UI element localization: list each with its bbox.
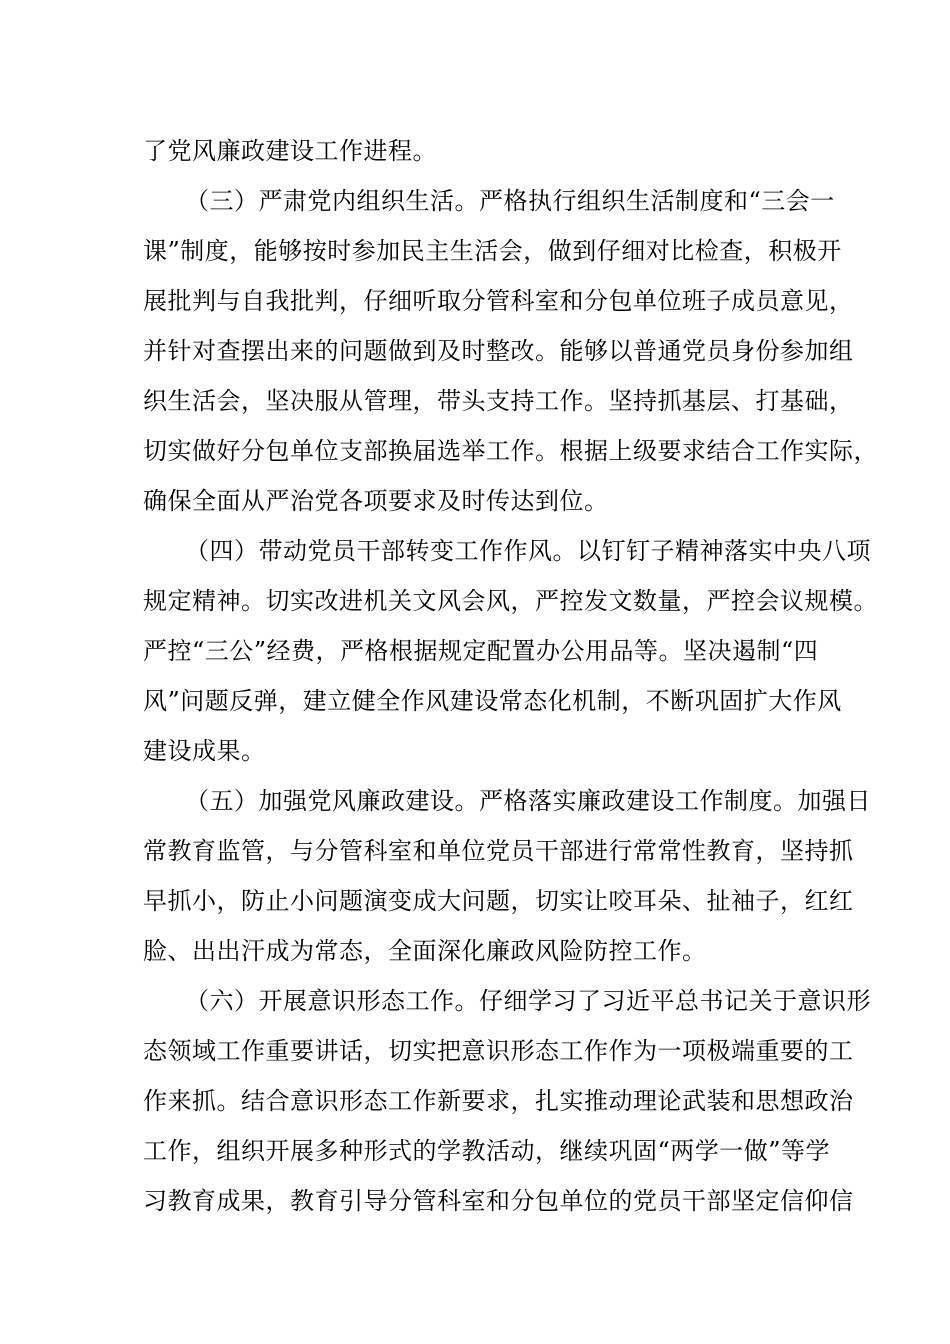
text-line: （六）开展意识形态工作。仔细学习了习近平总书记关于意识形: [185, 987, 871, 1015]
text-line: （三）严肃党内组织生活。严格执行组织生活制度和“三会一: [185, 187, 835, 215]
text-line: 脸、出出汗成为常态，全面深化廉政风险防控工作。: [143, 937, 707, 965]
text-line: 课”制度，能够按时参加民主生活会，做到仔细对比检查，积极开: [143, 237, 842, 265]
text-line: （五）加强党风廉政建设。严格落实廉政建设工作制度。加强日: [185, 787, 871, 815]
text-line: 展批判与自我批判，仔细听取分管科室和分包单位班子成员意见，: [143, 287, 854, 315]
text-line: 确保全面从严治党各项要求及时传达到位。: [143, 487, 609, 515]
text-line: 并针对查摆出来的问题做到及时整改。能够以普通党员身份参加组: [143, 337, 854, 365]
text-line: 了党风廉政建设工作进程。: [143, 137, 437, 165]
text-line: 织生活会，坚决服从管理，带头支持工作。坚持抓基层、打基础，: [143, 387, 854, 415]
text-line: 态领域工作重要讲话，切实把意识形态工作作为一项极端重要的工: [143, 1037, 854, 1065]
text-line: 作来抓。结合意识形态工作新要求，扎实推动理论武装和思想政治: [143, 1087, 854, 1115]
text-line: 切实做好分包单位支部换届选举工作。根据上级要求结合工作实际，: [143, 437, 878, 465]
text-line: （四）带动党员干部转变工作作风。以钉钉子精神落实中央八项: [185, 537, 871, 565]
text-line: 常教育监管，与分管科室和单位党员干部进行常常性教育，坚持抓: [143, 837, 854, 865]
text-line: 风”问题反弹，建立健全作风建设常态化机制，不断巩固扩大作风: [143, 687, 842, 715]
text-line: 早抓小，防止小问题演变成大问题，切实让咬耳朵、扯袖子，红红: [143, 887, 854, 915]
text-line: 规定精神。切实改进机关文风会风，严控发文数量，严控会议规模。: [143, 587, 878, 615]
text-line: 习教育成果，教育引导分管科室和分包单位的党员干部坚定信仰信: [143, 1187, 854, 1215]
text-line: 严控“三公”经费，严格根据规定配置办公用品等。坚决遏制“四: [143, 637, 819, 665]
text-line: 建设成果。: [143, 737, 266, 765]
text-line: 工作，组织开展多种形式的学教活动，继续巩固“两学一做”等学: [143, 1137, 831, 1165]
